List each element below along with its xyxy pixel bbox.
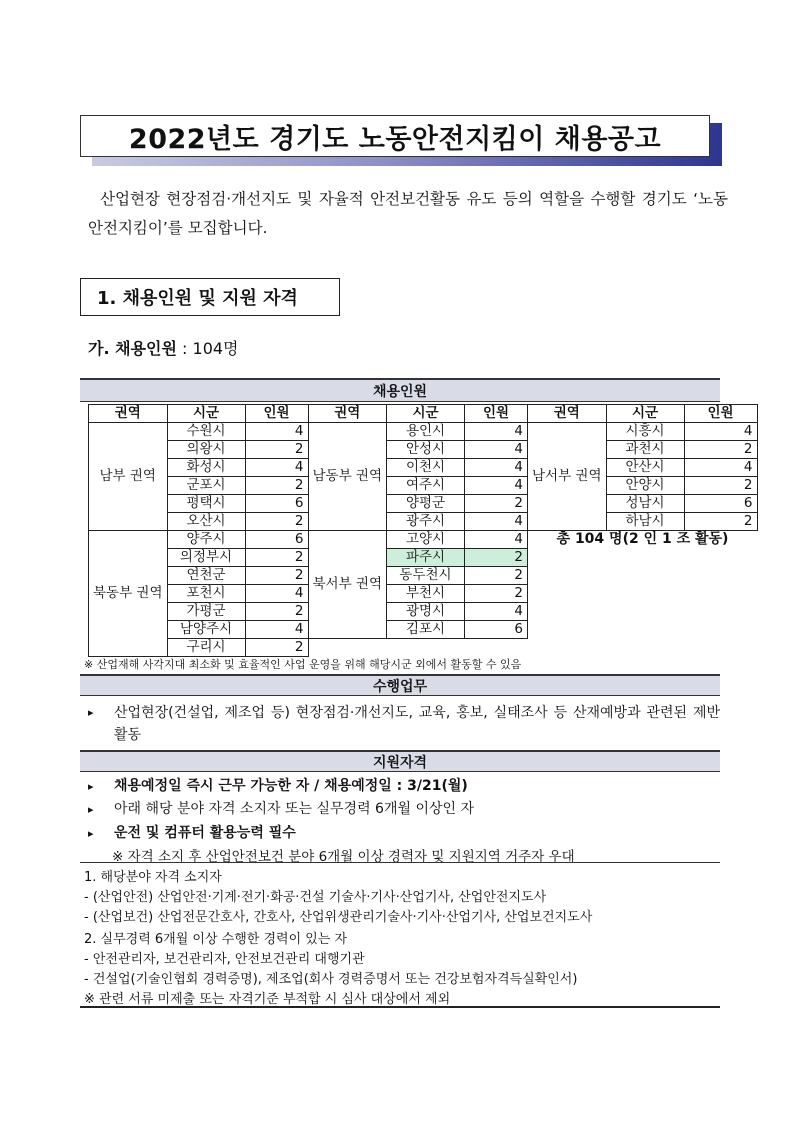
- page-title: 2022년도 경기도 노동안전지킴이 채용공고: [80, 115, 710, 157]
- qualification-item: [88, 798, 474, 818]
- city-cell: 양주시: [167, 531, 245, 549]
- count-cell: 2: [245, 549, 308, 567]
- count-cell: 6: [245, 495, 308, 513]
- duties-item: [88, 702, 720, 746]
- col-city: 시군: [387, 405, 465, 423]
- city-cell: 오산시: [167, 513, 245, 531]
- recruit-count: [88, 336, 239, 359]
- qualification-item: [88, 822, 296, 842]
- count-cell: 2: [245, 567, 308, 585]
- region-southwest: 남서부 권역: [528, 423, 607, 531]
- city-cell: 용인시: [387, 423, 465, 441]
- hiring-note: ※ 산업재해 사각지대 최소화 및 효율적인 사업 운영을 위해 해당시군 외에서 활동할 수 있음: [84, 658, 522, 671]
- table-row: [89, 621, 758, 639]
- count-cell: 2: [465, 585, 528, 603]
- qualification-item: [88, 775, 468, 795]
- col-region: 권역: [528, 405, 607, 423]
- detail-line: - (산업안전) 산업안전·기계·전기·화공·건설 기술사·기사·산업기사, 산업안전지도사: [84, 890, 547, 905]
- table-row: [89, 603, 758, 621]
- count-cell: 4: [465, 477, 528, 495]
- count-cell: 2: [245, 513, 308, 531]
- count-cell: 6: [245, 531, 308, 549]
- count-cell: 4: [465, 513, 528, 531]
- city-cell: 연천군: [167, 567, 245, 585]
- qualifications-header: 지원자격: [80, 750, 720, 772]
- blank-cell: [528, 585, 758, 603]
- city-cell: 평택시: [167, 495, 245, 513]
- duties-text: 산업현장(건설업, 제조업 등) 현장점검·개선지도, 교육, 홍보, 실태조사 등 산재예방과 관련된 제반 활동: [114, 705, 720, 743]
- divider: [80, 862, 720, 863]
- col-region: 권역: [89, 405, 168, 423]
- region-northeast: 북동부 권역: [89, 531, 168, 657]
- table-row: [89, 531, 758, 549]
- duties-header: 수행업무: [80, 674, 720, 696]
- table-row: [89, 441, 758, 459]
- region-northwest: 북서부 권역: [308, 531, 387, 639]
- detail-line: 1. 해당분야 자격 소지자: [84, 870, 222, 885]
- col-city: 시군: [167, 405, 245, 423]
- count-cell: 4: [465, 459, 528, 477]
- count-cell: 4: [245, 459, 308, 477]
- col-region: 권역: [308, 405, 387, 423]
- table-header-row: [89, 405, 758, 423]
- city-cell: 수원시: [167, 423, 245, 441]
- city-cell: 과천시: [606, 441, 684, 459]
- city-cell: 안산시: [606, 459, 684, 477]
- detail-line: 2. 실무경력 6개월 이상 수행한 경력이 있는 자: [84, 932, 348, 947]
- city-cell: 시흥시: [606, 423, 684, 441]
- count-cell: 6: [684, 495, 757, 513]
- count-cell: 4: [245, 621, 308, 639]
- section-1-heading: 1. 채용인원 및 지원 자격: [80, 278, 340, 316]
- bullet-icon: ▸: [88, 827, 94, 840]
- divider: [80, 1006, 720, 1008]
- count-cell: 2: [245, 603, 308, 621]
- count-cell: 4: [465, 423, 528, 441]
- recruit-label: 가. 채용인원: [88, 339, 177, 358]
- count-cell: 4: [245, 423, 308, 441]
- city-cell: 성남시: [606, 495, 684, 513]
- col-count: 인원: [684, 405, 757, 423]
- col-count: 인원: [245, 405, 308, 423]
- count-cell: 2: [245, 441, 308, 459]
- qualification-text: 아래 해당 분야 자격 소지자 또는 실무경력 6개월 이상인 자: [114, 801, 475, 817]
- count-cell: 2: [245, 639, 308, 657]
- table-row: [89, 567, 758, 585]
- city-cell: 김포시: [387, 621, 465, 639]
- city-cell: 군포시: [167, 477, 245, 495]
- city-cell: 하남시: [606, 513, 684, 531]
- detail-line: - 건설업(기술인협회 경력증명), 제조업(회사 경력증명서 또는 건강보험자격득실확인서): [84, 972, 578, 987]
- city-cell: 여주시: [387, 477, 465, 495]
- table-row: [89, 549, 758, 567]
- city-cell: 의정부시: [167, 549, 245, 567]
- qualification-text: 채용예정일 즉시 근무 가능한 자 / 채용예정일 : 3/21(월): [114, 778, 468, 794]
- city-cell: 화성시: [167, 459, 245, 477]
- count-cell: 4: [684, 423, 757, 441]
- blank-cell: [528, 549, 758, 567]
- col-count: 인원: [465, 405, 528, 423]
- total-summary: 총 104 명(2 인 1 조 활동): [556, 531, 729, 548]
- city-cell: 양평군: [387, 495, 465, 513]
- count-cell: 4: [465, 531, 528, 549]
- qualification-text: 운전 및 컴퓨터 활용능력 필수: [114, 825, 296, 841]
- blank-cell: [528, 621, 758, 639]
- blank-cell: [308, 639, 757, 657]
- count-cell: 6: [465, 621, 528, 639]
- hiring-table: [88, 404, 758, 657]
- table-row: [89, 585, 758, 603]
- count-cell: 4: [465, 441, 528, 459]
- table-row: [89, 423, 758, 441]
- table-row: [89, 495, 758, 513]
- region-south: 남부 권역: [89, 423, 168, 531]
- city-cell: 남양주시: [167, 621, 245, 639]
- bullet-icon: ▸: [88, 706, 94, 719]
- detail-line: ※ 관련 서류 미제출 또는 자격기준 부적합 시 심사 대상에서 제외: [84, 992, 451, 1007]
- intro-paragraph: 산업현장 현장점검·개선지도 및 자율적 안전보건활동 유도 등의 역할을 수행할 경기도 ‘노동안전지킴이’를 모집합니다.: [88, 190, 728, 237]
- count-cell: 2: [245, 477, 308, 495]
- city-cell: 안성시: [387, 441, 465, 459]
- city-cell: 의왕시: [167, 441, 245, 459]
- count-cell: 2: [465, 495, 528, 513]
- count-cell: 2: [684, 477, 757, 495]
- hiring-header: 채용인원: [80, 378, 720, 402]
- blank-cell: [528, 567, 758, 585]
- bullet-icon: ▸: [88, 780, 94, 793]
- table-row: [89, 513, 758, 531]
- detail-line: - (산업보건) 산업전문간호사, 간호사, 산업위생관리기술사·기사·산업기사, 산업보건지도사: [84, 910, 593, 925]
- table-row: [89, 477, 758, 495]
- recruit-value: : 104명: [182, 339, 239, 358]
- city-cell: 동두천시: [387, 567, 465, 585]
- region-southeast: 남동부 권역: [308, 423, 387, 531]
- count-cell: 4: [465, 603, 528, 621]
- count-cell: 2: [684, 513, 757, 531]
- city-cell: 이천시: [387, 459, 465, 477]
- table-row: [89, 639, 758, 657]
- count-cell: 4: [684, 459, 757, 477]
- count-cell: 4: [245, 585, 308, 603]
- city-cell: 광명시: [387, 603, 465, 621]
- city-cell: 안양시: [606, 477, 684, 495]
- preference-note: ※ 자격 소지 후 산업안전보건 분야 6개월 이상 경력자 및 지원지역 거주자 우대: [112, 849, 575, 865]
- blank-cell: [528, 603, 758, 621]
- city-cell: 포천시: [167, 585, 245, 603]
- city-cell: 광주시: [387, 513, 465, 531]
- city-cell: 구리시: [167, 639, 245, 657]
- col-city: 시군: [606, 405, 684, 423]
- bullet-icon: ▸: [88, 803, 94, 816]
- city-cell: 고양시: [387, 531, 465, 549]
- city-cell: 가평군: [167, 603, 245, 621]
- count-cell-highlighted: 2: [465, 549, 528, 567]
- count-cell: 2: [684, 441, 757, 459]
- table-row: [89, 459, 758, 477]
- city-cell: 부천시: [387, 585, 465, 603]
- count-cell: 2: [465, 567, 528, 585]
- city-cell-highlighted: 파주시: [387, 549, 465, 567]
- detail-line: - 안전관리자, 보건관리자, 안전보건관리 대행기관: [84, 952, 365, 967]
